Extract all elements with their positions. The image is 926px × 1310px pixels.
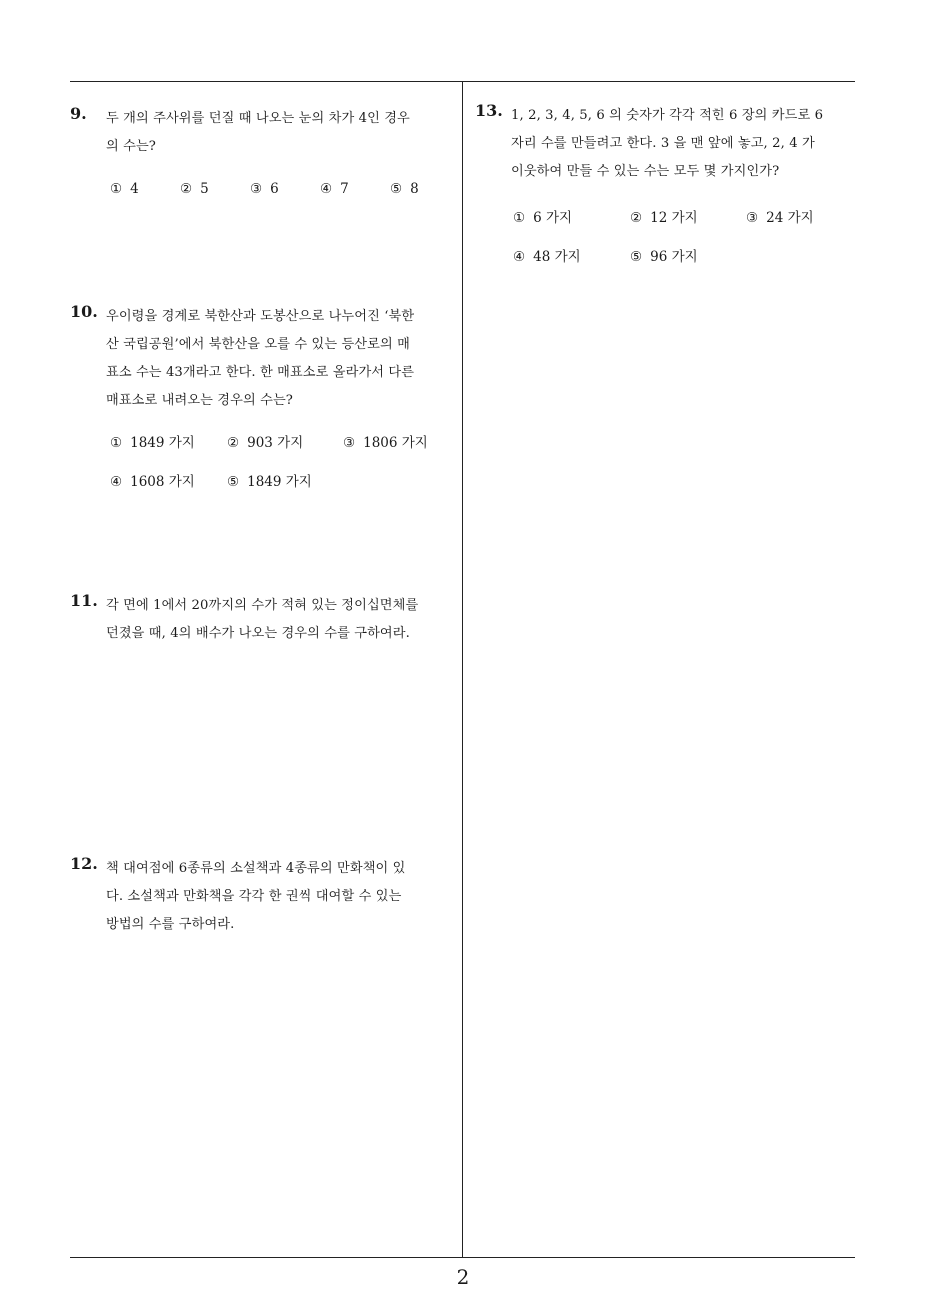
choice-3[interactable]: ③ 1806 가지 (343, 435, 428, 451)
choice-1[interactable]: ① 1849 가지 (110, 435, 195, 451)
question-number: 13. (475, 101, 503, 120)
question-text (106, 303, 414, 415)
choice-5[interactable]: ⑤ 96 가지 (630, 249, 698, 265)
choice-5[interactable]: ⑤ 1849 가지 (227, 474, 312, 490)
choice-4[interactable]: ④ 48 가지 (513, 249, 581, 265)
question-line: 책 대여점에 6종류의 소설책과 4종류의 만화책이 있 (106, 861, 406, 876)
choice-2[interactable]: ② 903 가지 (227, 435, 304, 451)
choice-4[interactable]: ④ 1608 가지 (110, 474, 195, 490)
question-number: 9. (70, 104, 87, 123)
question-number: 12. (70, 854, 98, 873)
question-text (106, 592, 418, 648)
question-line: 이웃하여 만들 수 있는 수는 모두 몇 가지인가? (511, 164, 780, 179)
column-divider (462, 81, 463, 1257)
question-line: 다. 소설책과 만화책을 각각 한 권씩 대여할 수 있는 (106, 889, 402, 904)
question-line: 던졌을 때, 4의 배수가 나오는 경우의 수를 구하여라. (106, 626, 410, 641)
question-line: 의 수는? (106, 139, 156, 154)
question-line: 자리 수를 만들려고 한다. 3 을 맨 앞에 놓고, 2, 4 가 (511, 136, 815, 151)
question-number: 11. (70, 591, 98, 610)
question-13 (475, 101, 860, 191)
question-line: 산 국립공원’에서 북한산을 오를 수 있는 등산로의 매 (106, 337, 410, 352)
question-line: 각 면에 1에서 20까지의 수가 적혀 있는 정이십면체를 (106, 598, 419, 613)
question-line: 매표소로 내려오는 경우의 수는? (106, 393, 293, 408)
question-line: 방법의 수를 구하여라. (106, 917, 235, 932)
choice-1[interactable]: ① 6 가지 (513, 210, 573, 226)
question-9 (70, 104, 460, 224)
choice-3[interactable]: ③ 24 가지 (746, 210, 814, 226)
question-12 (70, 854, 460, 944)
choice-5[interactable]: ⑤ 8 (390, 181, 419, 197)
choice-4[interactable]: ④ 7 (320, 181, 349, 197)
question-text (511, 102, 823, 186)
choice-2[interactable]: ② 5 (180, 181, 209, 197)
question-number: 10. (70, 302, 98, 321)
choice-1[interactable]: ① 4 (110, 181, 139, 197)
question-line: 표소 수는 43개라고 한다. 한 매표소로 올라가서 다른 (106, 365, 415, 380)
question-text (106, 105, 410, 161)
question-10 (70, 302, 460, 422)
question-line: 두 개의 주사위를 던질 때 나오는 눈의 차가 4인 경우 (106, 111, 410, 126)
question-line: 우이령을 경계로 북한산과 도봉산으로 나누어진 ‘북한 (106, 309, 415, 324)
question-line: 1, 2, 3, 4, 5, 6 의 숫자가 각각 적힌 6 장의 카드로 6 (511, 108, 824, 123)
choice-2[interactable]: ② 12 가지 (630, 210, 698, 226)
page-number: 2 (456, 1265, 470, 1289)
footer-rule (70, 1257, 855, 1258)
question-text (106, 855, 406, 939)
choice-3[interactable]: ③ 6 (250, 181, 279, 197)
question-11 (70, 591, 460, 661)
